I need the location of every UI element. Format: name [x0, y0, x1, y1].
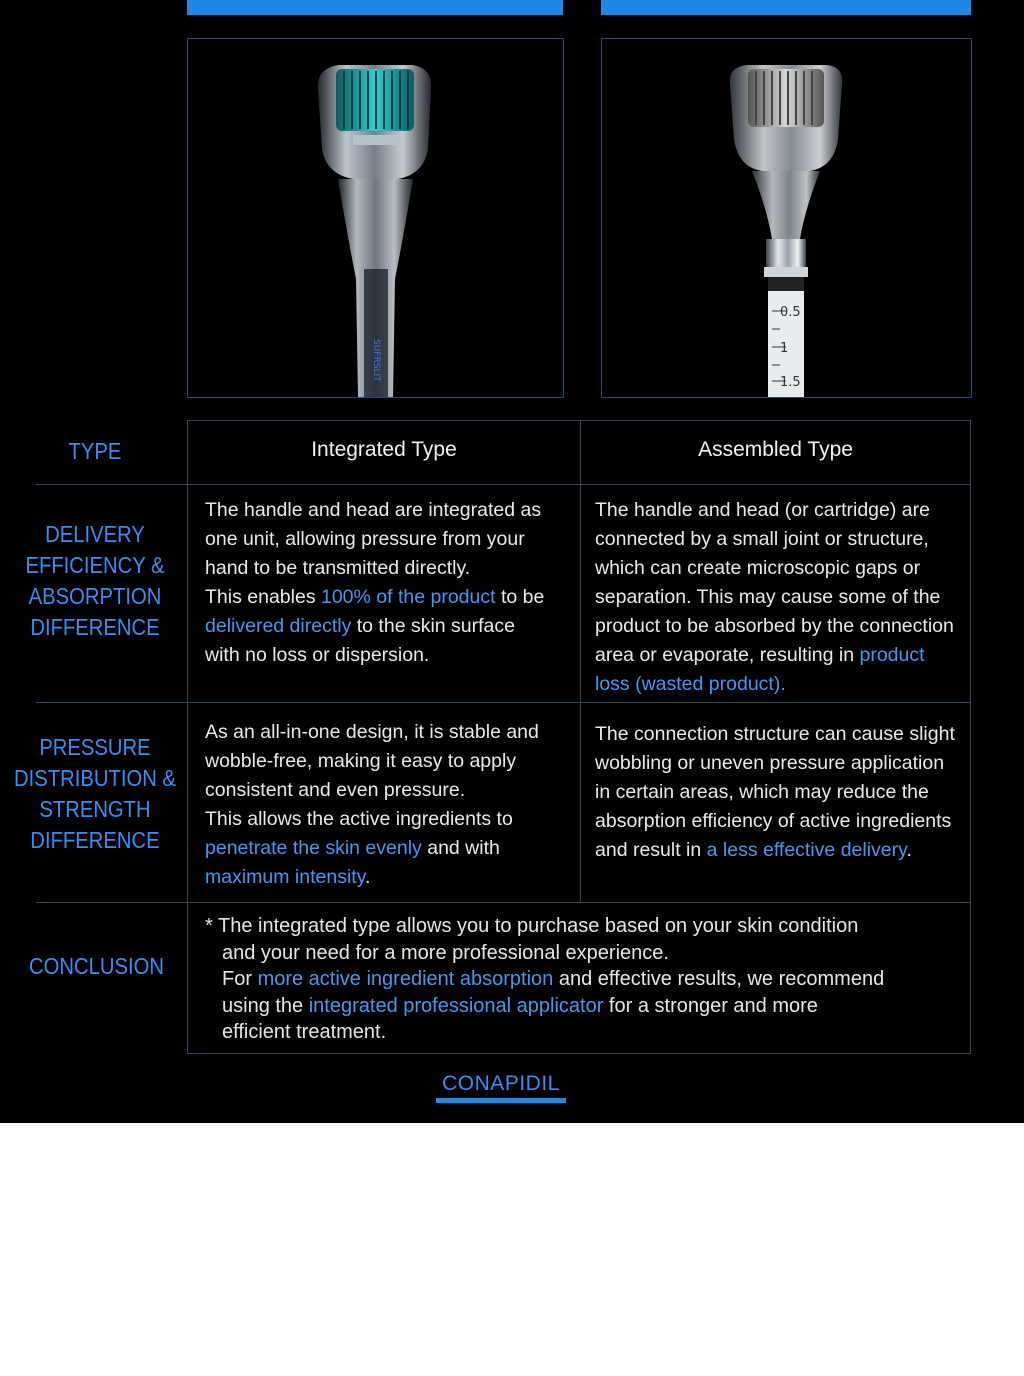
row-label-pressure: PRESSURE DISTRIBUTION & STRENGTH DIFFERENCE: [14, 734, 176, 853]
conclusion-text: * The integrated type allows you to purchase based on your skin condition and your need for a more professional experience. For more active ingredient absorption and effective results, we recommend using the integrated professional applicator for a stronger and more efficient treatment.: [205, 915, 885, 1043]
assembled-header-bar: [601, 0, 971, 15]
syringe-mark-0-5: 0.5: [780, 305, 801, 320]
delivery-assembled-cell: The handle and head (or cartridge) are connected by a small joint or structure, which can create microscopic gaps or separation. This may cause some of the product to be absorbed by the connection area or evaporate, resulting in product loss (wasted product).: [595, 499, 954, 695]
integrated-header-bar: [187, 0, 563, 15]
integrated-roller-image: [187, 38, 564, 398]
table-border-bottom: [187, 1053, 971, 1054]
table-divider-3: [36, 902, 971, 903]
roller-handle-text: SUFRSLIT: [371, 339, 381, 382]
brand-logo-text: CONAPIDIL: [442, 1072, 560, 1095]
pressure-integrated-cell: As an all-in-one design, it is stable and wobble-free, making it easy to apply consistent and even pressure. This allows the active ingredients to penetrate the skin evenly and with maximum intensity.: [205, 721, 539, 888]
column-header-integrated: Integrated Type: [311, 438, 457, 461]
row-label-delivery: DELIVERY EFFICIENCY & ABSORPTION DIFFERENCE: [25, 521, 165, 640]
syringe-mark-1-5: 1.5: [780, 375, 801, 390]
table-column-divider: [580, 420, 581, 902]
column-header-assembled: Assembled Type: [698, 438, 853, 461]
table-divider-2: [36, 702, 971, 703]
brand-underline: [436, 1098, 566, 1103]
delivery-integrated-cell: The handle and head are integrated as one unit, allowing pressure from your hand to be transmitted directly. This enables 100% of the product to be delivered directly to the skin surface with no loss or dispersion.: [205, 499, 545, 666]
syringe-mark-1: 1: [780, 341, 789, 356]
table-divider-1: [36, 484, 971, 485]
table-border-top: [187, 420, 971, 421]
row-label-conclusion: CONCLUSION: [29, 953, 164, 979]
row-label-type: TYPE: [68, 438, 122, 464]
table-border-left: [187, 420, 188, 1054]
pressure-assembled-cell: The connection structure can cause slight wobbling or uneven pressure application in certain areas, which may reduce the absorption efficiency of active ingredients and result in a less effective delivery.: [595, 723, 955, 861]
table-border-right: [970, 420, 971, 1054]
assembled-roller-image: [601, 38, 972, 398]
